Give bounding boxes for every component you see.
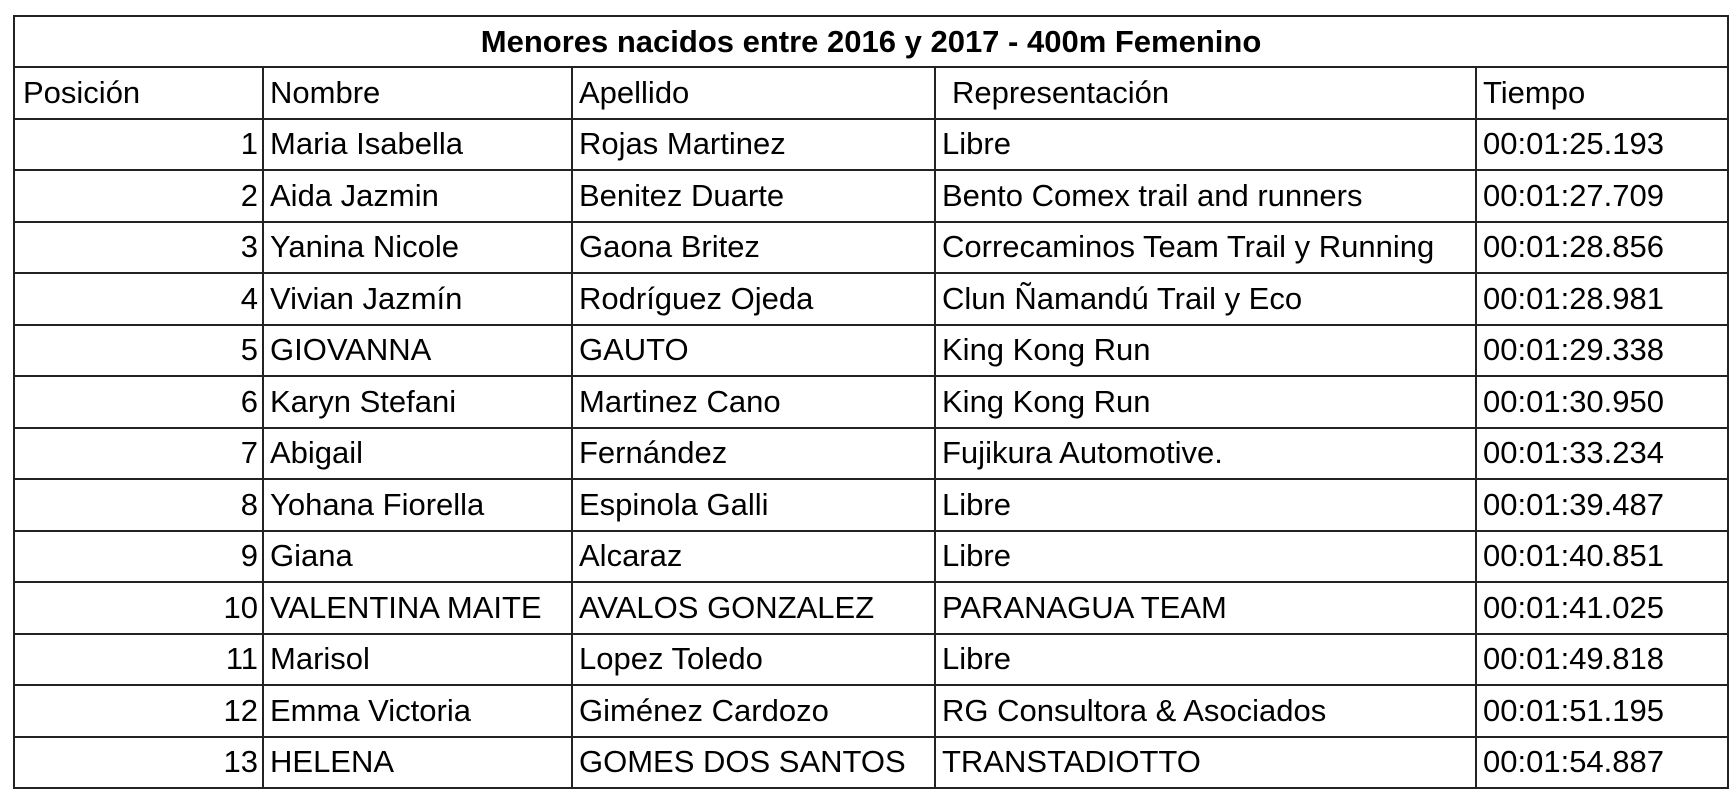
results-body [14, 119, 1728, 789]
table-row [14, 685, 1728, 737]
cell-last-name: Giménez Cardozo [572, 685, 935, 737]
cell-first-name: Abigail [263, 428, 572, 480]
cell-first-name: HELENA [263, 737, 572, 789]
cell-first-name: Karyn Stefani [263, 376, 572, 428]
cell-position: 7 [14, 428, 263, 480]
cell-time: 00:01:54.887 [1476, 737, 1728, 789]
cell-team: Bento Comex trail and runners [935, 170, 1476, 222]
cell-time: 00:01:27.709 [1476, 170, 1728, 222]
cell-team: Fujikura Automotive. [935, 428, 1476, 480]
results-table [13, 15, 1729, 789]
cell-position: 1 [14, 119, 263, 171]
table-row [14, 222, 1728, 274]
table-row [14, 531, 1728, 583]
cell-first-name: Aida Jazmin [263, 170, 572, 222]
cell-position: 12 [14, 685, 263, 737]
table-row [14, 479, 1728, 531]
cell-team: PARANAGUA TEAM [935, 582, 1476, 634]
table-row [14, 582, 1728, 634]
table-row [14, 119, 1728, 171]
cell-time: 00:01:39.487 [1476, 479, 1728, 531]
cell-last-name: Rodríguez Ojeda [572, 273, 935, 325]
cell-first-name: Maria Isabella [263, 119, 572, 171]
header-position: Posición [14, 67, 263, 119]
header-last-name: Apellido [572, 67, 935, 119]
cell-last-name: GOMES DOS SANTOS [572, 737, 935, 789]
cell-time: 00:01:29.338 [1476, 325, 1728, 377]
cell-last-name: Benitez Duarte [572, 170, 935, 222]
table-row [14, 376, 1728, 428]
cell-position: 11 [14, 634, 263, 686]
cell-time: 00:01:41.025 [1476, 582, 1728, 634]
cell-position: 3 [14, 222, 263, 274]
table-row [14, 170, 1728, 222]
cell-team: Clun Ñamandú Trail y Eco [935, 273, 1476, 325]
cell-time: 00:01:28.856 [1476, 222, 1728, 274]
cell-position: 5 [14, 325, 263, 377]
cell-last-name: AVALOS GONZALEZ [572, 582, 935, 634]
cell-position: 4 [14, 273, 263, 325]
cell-first-name: VALENTINA MAITE [263, 582, 572, 634]
cell-first-name: Yanina Nicole [263, 222, 572, 274]
cell-time: 00:01:25.193 [1476, 119, 1728, 171]
cell-last-name: Lopez Toledo [572, 634, 935, 686]
cell-last-name: Espinola Galli [572, 479, 935, 531]
cell-last-name: GAUTO [572, 325, 935, 377]
header-time: Tiempo [1476, 67, 1728, 119]
cell-team: RG Consultora & Asociados [935, 685, 1476, 737]
cell-time: 00:01:51.195 [1476, 685, 1728, 737]
title-row [14, 16, 1728, 67]
header-row [14, 67, 1728, 119]
cell-position: 10 [14, 582, 263, 634]
cell-team: Libre [935, 479, 1476, 531]
cell-team: Libre [935, 531, 1476, 583]
cell-position: 2 [14, 170, 263, 222]
cell-first-name: Emma Victoria [263, 685, 572, 737]
header-first-name: Nombre [263, 67, 572, 119]
cell-position: 8 [14, 479, 263, 531]
cell-position: 13 [14, 737, 263, 789]
table-row [14, 428, 1728, 480]
table-row [14, 273, 1728, 325]
cell-time: 00:01:30.950 [1476, 376, 1728, 428]
cell-last-name: Martinez Cano [572, 376, 935, 428]
cell-last-name: Alcaraz [572, 531, 935, 583]
cell-first-name: Marisol [263, 634, 572, 686]
table-row [14, 634, 1728, 686]
cell-team: King Kong Run [935, 376, 1476, 428]
cell-first-name: GIOVANNA [263, 325, 572, 377]
cell-first-name: Giana [263, 531, 572, 583]
header-team: Representación [935, 67, 1476, 119]
cell-last-name: Gaona Britez [572, 222, 935, 274]
cell-time: 00:01:33.234 [1476, 428, 1728, 480]
cell-time: 00:01:40.851 [1476, 531, 1728, 583]
cell-time: 00:01:28.981 [1476, 273, 1728, 325]
cell-position: 9 [14, 531, 263, 583]
cell-position: 6 [14, 376, 263, 428]
cell-last-name: Rojas Martinez [572, 119, 935, 171]
cell-first-name: Vivian Jazmín [263, 273, 572, 325]
cell-team: Correcaminos Team Trail y Running [935, 222, 1476, 274]
cell-team: King Kong Run [935, 325, 1476, 377]
table-row [14, 325, 1728, 377]
cell-time: 00:01:49.818 [1476, 634, 1728, 686]
cell-team: Libre [935, 634, 1476, 686]
table-title: Menores nacidos entre 2016 y 2017 - 400m Femenino [14, 16, 1728, 67]
cell-team: TRANSTADIOTTO [935, 737, 1476, 789]
cell-team: Libre [935, 119, 1476, 171]
cell-last-name: Fernández [572, 428, 935, 480]
table-row [14, 737, 1728, 789]
cell-first-name: Yohana Fiorella [263, 479, 572, 531]
